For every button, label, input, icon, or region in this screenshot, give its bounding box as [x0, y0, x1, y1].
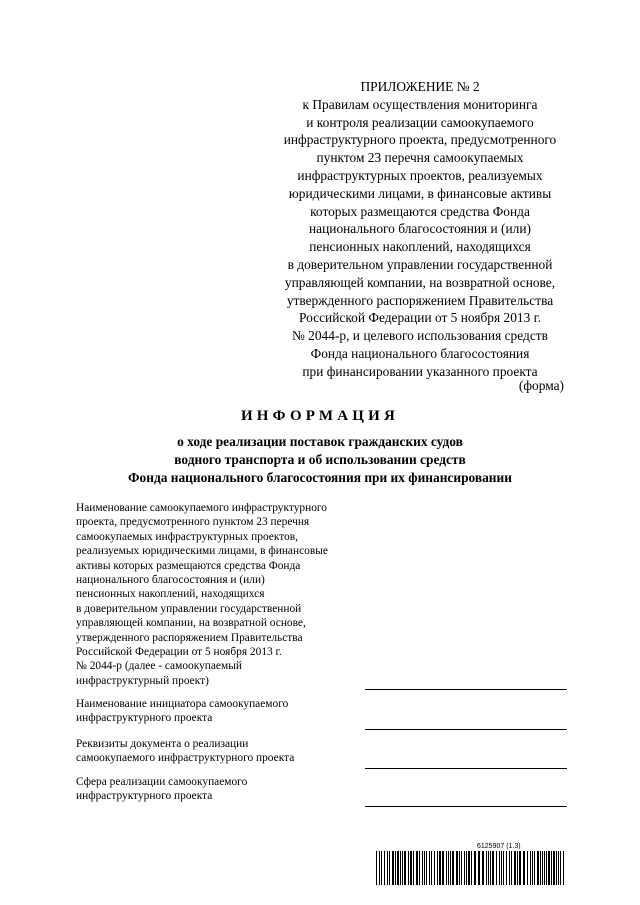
field-label-line: инфраструктурный проект)	[76, 674, 209, 687]
appendix-line: пунктом 23 перечня самоокупаемых	[316, 150, 524, 166]
appendix-line: юридическими лицами, в финансовые активы	[288, 185, 552, 201]
field-label-line: активы которых размещаются средства Фонда	[76, 559, 301, 572]
appendix-line: пенсионных накоплений, находящихся	[309, 239, 531, 255]
barcode-caption: 6125907 (1.3)	[477, 843, 521, 850]
appendix-line: национального благосостояния и (или)	[309, 221, 531, 237]
field-label-line: в доверительном управлении государственной	[76, 602, 302, 615]
field-label-line: Сфера реализации самоокупаемого	[76, 776, 248, 788]
appendix-title: ПРИЛОЖЕНИЕ № 2	[360, 79, 480, 94]
field-label-line: самоокупаемого инфраструктурного проекта	[76, 752, 295, 765]
appendix-line: управляющей компании, на возвратной основе,	[284, 274, 556, 290]
field-label-line: Российской Федерации от 5 ноября 2013 г.	[76, 646, 282, 659]
answer-line-project-name[interactable]	[365, 689, 567, 690]
appendix-line: которых размещаются средства Фонда	[310, 203, 530, 219]
appendix-line: утвержденного распоряжением Правительства	[286, 292, 554, 308]
field-initiator-name	[76, 697, 288, 726]
appendix-line: инфраструктурных проектов, реализуемых	[297, 167, 543, 183]
field-label-line: инфраструктурного проекта	[76, 712, 213, 725]
appendix-line: Российской Федерации от 5 ноября 2013 г.	[299, 310, 541, 326]
answer-line-initiator-name[interactable]	[365, 729, 567, 730]
appendix-block	[250, 78, 590, 381]
field-label-line: Наименование инициатора самоокупаемого	[76, 698, 289, 710]
form-label: (форма)	[518, 378, 564, 393]
field-label-line: Наименование самоокупаемого инфраструктурного	[76, 502, 327, 514]
appendix-line: при финансировании указанного проекта	[302, 363, 538, 379]
field-implementation-sphere	[76, 775, 247, 804]
field-project-name	[76, 501, 328, 688]
appendix-line: и контроля реализации самоокупаемого	[306, 114, 534, 130]
field-label-line: инфраструктурного проекта	[76, 790, 213, 803]
field-label-line: управляющей компании, на возвратной основе,	[76, 617, 306, 630]
field-label-line: утвержденного распоряжением Правительства	[76, 631, 303, 644]
field-label-line: пенсионных накоплений, находящихся	[76, 588, 265, 601]
document-heading: ИНФОРМАЦИЯ	[240, 408, 400, 424]
appendix-line: № 2044-р, и целевого использования средств	[292, 328, 548, 344]
field-label-line: национального благосостояния и (или)	[76, 574, 265, 587]
answer-line-implementation-sphere[interactable]	[365, 806, 567, 807]
field-label-line: самоокупаемых инфраструктурных проектов,	[76, 530, 298, 543]
field-label-line: реализуемых юридическими лицами, в финансовые	[76, 545, 328, 558]
field-label-line: № 2044-р (далее - самоокупаемый	[76, 660, 242, 673]
field-document-details	[76, 737, 294, 766]
field-label-line: проекта, предусмотренного пунктом 23 перечня	[76, 516, 310, 529]
appendix-line: инфраструктурного проекта, предусмотренного	[283, 132, 557, 148]
subheading-line: водного транспорта и об использовании средств	[174, 452, 466, 467]
subheading-line: Фонда национального благосостояния при их финансировании	[128, 470, 512, 485]
document-subheading	[0, 433, 640, 487]
subheading-line: о ходе реализации поставок гражданских судов	[177, 434, 463, 449]
barcode-icon	[376, 851, 564, 885]
appendix-line: в доверительном управлении государственной	[287, 256, 553, 272]
answer-line-document-details[interactable]	[365, 768, 567, 769]
field-label-line: Реквизиты документа о реализации	[76, 738, 249, 750]
appendix-line: к Правилам осуществления мониторинга	[302, 96, 538, 112]
appendix-line: Фонда национального благосостояния	[310, 345, 530, 361]
